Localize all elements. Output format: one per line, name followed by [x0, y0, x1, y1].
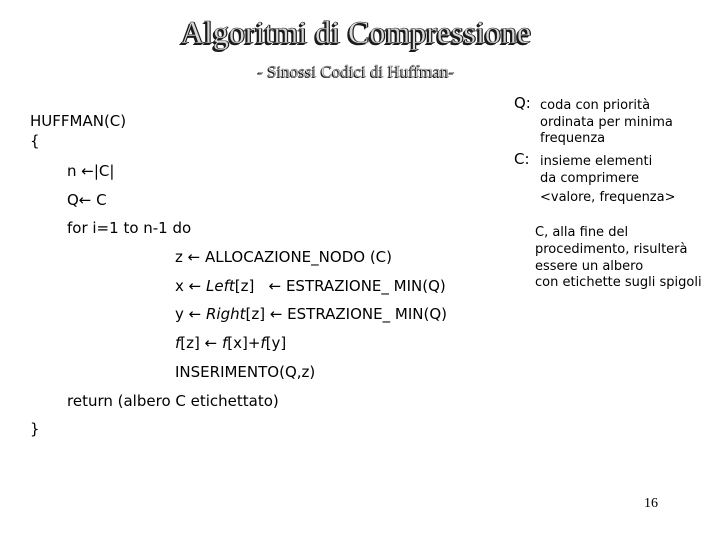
- do-keyword: do: [172, 219, 192, 237]
- code-line-f-part: [y]: [265, 334, 287, 352]
- code-line-return: [67, 392, 279, 410]
- slide-title: Algoritmi di Compressione: [180, 14, 532, 50]
- close-brace: }: [30, 420, 40, 438]
- note-c-line-1: insieme elementi: [540, 154, 653, 169]
- note-c-line-2: da comprimere: [540, 171, 640, 186]
- note-c-key: C:: [514, 150, 530, 168]
- note-q-line-3: frequenza: [540, 131, 606, 146]
- code-line-f-part: [x]+: [227, 334, 261, 352]
- slide-subtitle: - Sinossi Codici di Huffman-: [257, 62, 455, 81]
- code-line-x-suffix: [z] ← ESTRAZIONE_ MIN(Q): [234, 277, 446, 295]
- f-symbol: f: [260, 334, 266, 352]
- code-line-z: z ← ALLOCAZIONE_NODO (C): [175, 248, 392, 266]
- code-line-x: [175, 277, 446, 295]
- right-function: Right: [205, 305, 246, 323]
- code-line-for: [67, 219, 191, 237]
- algorithm-name: HUFFMAN: [30, 112, 104, 130]
- code-line-x-prefix: x ←: [175, 277, 206, 295]
- page-number: 16: [644, 496, 658, 511]
- code-line-q: Q← C: [67, 191, 107, 209]
- note-q-line-1: coda con priorità: [540, 98, 651, 113]
- note-q-line-2: ordinata per minima: [540, 115, 673, 130]
- code-line-n: n ←|C|: [67, 162, 115, 180]
- note-c-line-3: <valore, frequenza>: [540, 190, 676, 205]
- code-line-y-prefix: y ←: [175, 305, 206, 323]
- f-symbol: f: [221, 334, 228, 352]
- code-line-insert: INSERIMENTO(Q,z): [175, 363, 316, 381]
- note-result-line-1: C, alla fine del: [535, 225, 629, 240]
- for-range: i=1 to n-1: [87, 219, 173, 237]
- note-result-line-3: essere un albero: [535, 259, 644, 274]
- open-brace: {: [30, 132, 40, 150]
- for-keyword: for: [67, 219, 88, 237]
- return-value: (albero C etichettato): [112, 392, 279, 410]
- algorithm-header: [30, 112, 126, 130]
- f-symbol: f: [175, 334, 181, 352]
- code-line-f-part: [z] ←: [180, 334, 222, 352]
- note-result-line-4: con etichette sugli spigoli: [535, 275, 702, 290]
- code-line-y: [175, 305, 447, 323]
- left-function: Left: [205, 277, 235, 295]
- note-result-line-2: procedimento, risulterà: [535, 242, 688, 257]
- code-line-y-suffix: [z] ← ESTRAZIONE_ MIN(Q): [245, 305, 447, 323]
- note-q-key: Q:: [514, 94, 531, 112]
- code-line-f: [175, 334, 286, 352]
- algorithm-args: (C): [103, 112, 127, 130]
- return-keyword: return: [67, 392, 113, 410]
